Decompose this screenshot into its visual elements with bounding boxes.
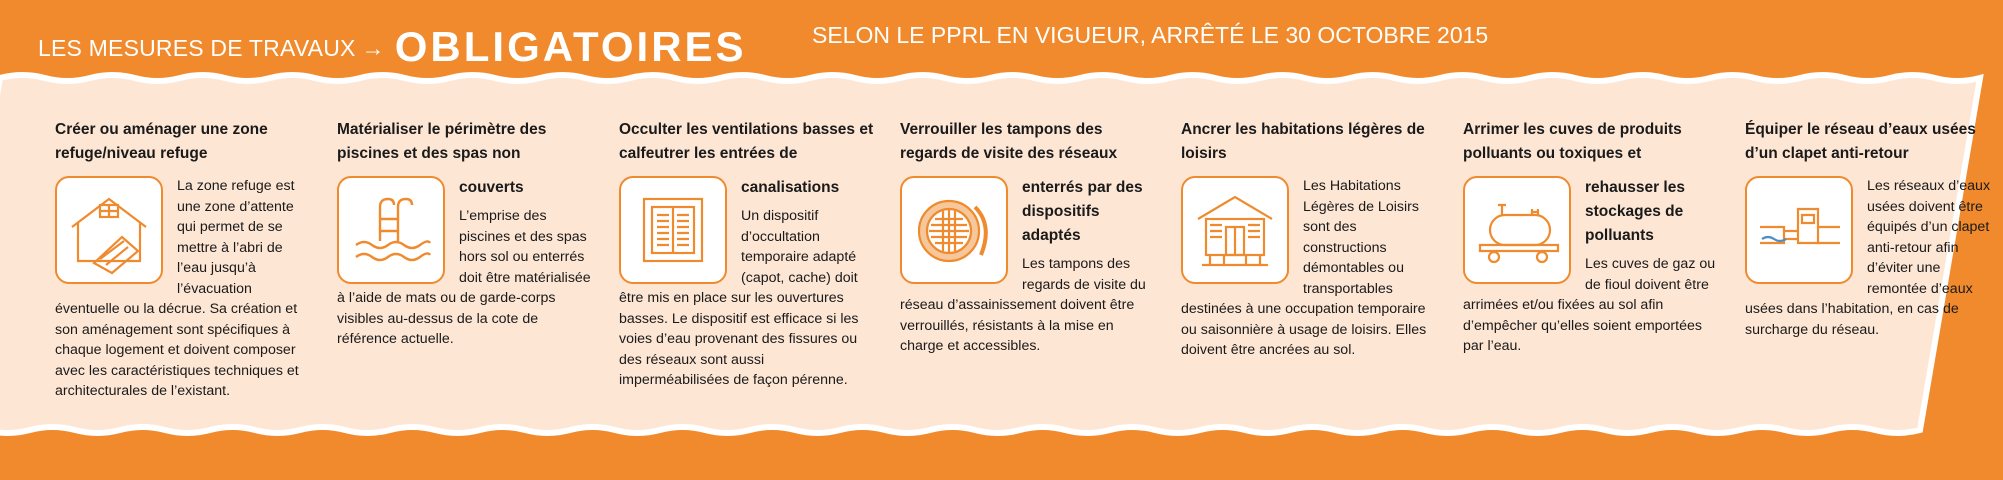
measure-body: Les cuves de gaz ou de fioul doivent être arrimées et/ou fixées au sol afin d’empêcher qu’elles soient emportées par l’eau. — [1463, 256, 1716, 354]
measure-light-dwellings — [1181, 118, 1439, 361]
measure-body: Les Habitations Légères de Loisirs sont des constructions démontables ou transportables destinées à une occupation temporaire ou saisonnière à usage de loisirs. Elles doivent être ancrées au sol. — [1181, 178, 1427, 358]
measure-title-continued: rehausser les stockages de polluants — [1585, 179, 1685, 244]
measure-manholes — [900, 118, 1158, 357]
footer-band — [0, 440, 1920, 480]
measure-title: Arrimer les cuves de produits polluants ou toxiques et — [1463, 121, 1682, 162]
measure-body: Les réseaux d’eaux usées doivent être équipés d’un clapet anti-retour afin d’éviter une remontée d’eaux usées dans l’habitation, en cas de surcharge du réseau. — [1745, 178, 1991, 338]
header-banner — [0, 0, 1920, 70]
measure-title: Matérialiser le périmètre des piscines et des spas non — [337, 121, 547, 162]
measure-refuge — [55, 118, 313, 402]
measure-title: Équiper le réseau d’eaux usées d’un clapet anti-retour — [1745, 121, 1976, 162]
measure-tanks — [1463, 118, 1721, 357]
header-emphasis: OBLIGATOIRES — [394, 23, 747, 70]
manhole-cover-icon — [900, 176, 1008, 284]
measure-backflow-valve — [1745, 118, 2003, 340]
measure-title: Occulter les ventilations basses et calfeutrer les entrées de — [619, 121, 874, 162]
measure-body: La zone refuge est une zone d’attente qui permet de se mettre à l’abri de l’eau jusqu’à l’évacuation éventuelle ou la décrue. Sa création et son aménagement sont spécifiques à chaque logement et doivent composer avec les caractéristiques techniques et architecturales de l’existant. — [55, 178, 299, 399]
header-subtitle: SELON LE PPRL EN VIGUEUR, ARRÊTÉ LE 30 OCTOBRE 2015 — [812, 22, 1489, 48]
measure-title-continued: couverts — [459, 179, 524, 196]
measure-title: Ancrer les habitations légères de loisirs — [1181, 121, 1425, 162]
header-title — [38, 18, 747, 70]
arrow-icon: → — [361, 35, 385, 61]
light-dwelling-icon — [1181, 176, 1289, 284]
tank-trailer-icon — [1463, 176, 1571, 284]
measure-ventilation — [619, 118, 877, 391]
vent-grille-icon — [619, 176, 727, 284]
measure-body: Les tampons des regards de visite du réseau d’assainissement doivent être verrouillés, résistants à la mise en charge et accessibles. — [900, 256, 1146, 354]
measure-body: L’emprise des piscines et des spas hors sol ou enterrés doit être matérialisée à l’aide de mats ou de garde-corps visibles au-dessus de la cote de référence actuelle. — [337, 208, 591, 347]
measure-title-continued: canalisations — [741, 179, 840, 196]
measure-title-continued: enterrés par des dispositifs adaptés — [1022, 179, 1143, 244]
measure-title: Verrouiller les tampons des regards de visite des réseaux — [900, 121, 1118, 162]
refuge-house-icon — [55, 176, 163, 284]
backflow-valve-icon — [1745, 176, 1853, 284]
header-left-text: LES MESURES DE TRAVAUX — [38, 35, 356, 61]
measure-body: Un dispositif d’occultation temporaire adapté (capot, cache) doit être mis en place sur les ouvertures basses. Le dispositif est efficace si les voies d’eau provenant des fissures ou des réseaux sont aussi imperméabilisées de façon pérenne. — [619, 208, 859, 388]
measure-pools — [337, 118, 595, 350]
measure-title: Créer ou aménager une zone refuge/niveau refuge — [55, 121, 268, 162]
pool-ladder-icon — [337, 176, 445, 284]
